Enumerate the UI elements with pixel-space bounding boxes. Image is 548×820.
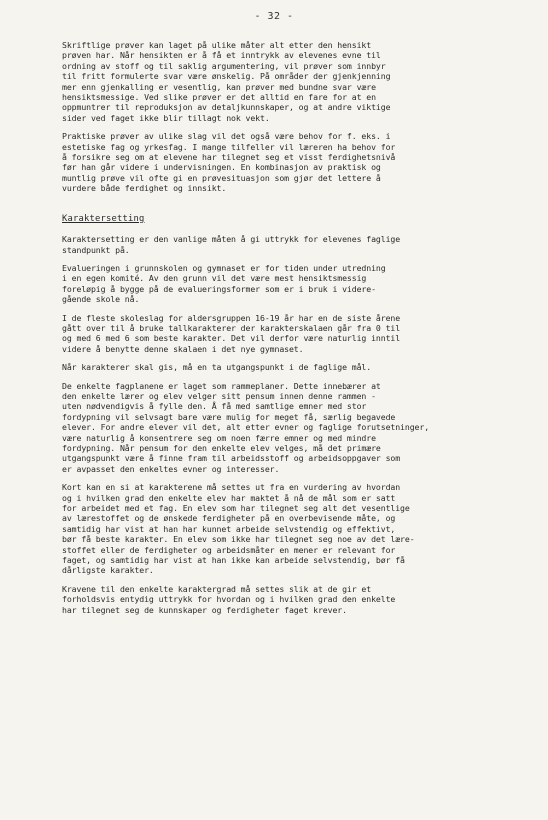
text-line: stoffet eller de ferdigheter og arbeidsmåter en mener er relevant for [62, 544, 396, 555]
text-line: Når karakterer skal gis, må en ta utgangspunkt i de faglige mål. [62, 362, 372, 373]
text-line: vurdere både ferdighet og innsikt. [62, 183, 227, 194]
text-line: faget, og samtidig har vist at han ikke kan arbeide selvstendig, bør få [62, 555, 405, 566]
paragraph [62, 40, 502, 123]
text-line: har tilegnet seg de kunnskaper og ferdigheter faget krever. [62, 604, 347, 615]
paragraph [62, 234, 502, 255]
section-intro [62, 40, 502, 194]
text-line: å forsikre seg om at elevene har tilegnet seg et visst ferdighetsnivå [62, 152, 396, 163]
text-line: Kravene til den enkelte karaktergrad må settes slik at de gir et [62, 583, 372, 594]
text-line: utgangspunkt være å finne fram til arbeidsstoff og arbeidsoppgaver som [62, 453, 401, 464]
paragraph [62, 584, 502, 615]
text-line: fordypning. Når pensum for den enkelte elev velges, må det primære [62, 443, 381, 453]
text-line: ordning av stoff og til saklig argumentering, vil prøver som innbyr [62, 60, 386, 71]
text-line: videre å benytte denne skalaen i det nye gymnaset. [62, 343, 304, 354]
text-line: være naturlig å konsentrere seg om noen færre emner og med mindre [62, 432, 376, 443]
paragraph [62, 381, 502, 475]
text-line: oppmuntrer til reproduksjon av detaljkunnskaper, og at andre viktige [62, 102, 391, 113]
page-number: - 32 - [254, 11, 294, 22]
text-line: i en egen komité. Av den grunn vil det være mest hensiktsmessig [62, 273, 367, 284]
text-line: dårligste karakter. [62, 565, 154, 576]
section-karaktersetting [62, 234, 502, 615]
text-line: bør få beste karakter. En elev som ikke har tilegnet seg noe av det lære- [62, 534, 415, 545]
text-line: av lærestoffet og de ønskede ferdigheter på en overbevisende måte, og [62, 513, 396, 524]
text-line: den enkelte lærer og elev velger sitt pensum innen denne rammen - [62, 390, 376, 401]
text-line: Praktiske prøver av ulike slag vil det også være behov for f. eks. i [62, 131, 391, 142]
text-line: hensiktsmessige. Ved slike prøver er det alltid en fare for at en [62, 92, 376, 103]
text-line: foreløpig å bygge på de evalueringsformer som er i bruk i videre- [62, 283, 376, 294]
text-line: De enkelte fagplanene er laget som rammeplaner. Dette innebærer at [62, 380, 381, 391]
text-line: gått over til å bruke tallkarakterer der karakterskalaen går fra 0 til [62, 322, 401, 333]
text-line: før han går videre i undervisningen. En kombinasjon av praktisk og [62, 162, 381, 173]
text-line: forholdsvis entydig uttrykk for hvordan og i hvilken grad den enkelte [62, 594, 396, 605]
text-line: prøven har. Når hensikten er å få et inntrykk av elevenes evne til [62, 50, 381, 61]
text-line: samtidig har vist at han har kunnet arbeide selvstendig og effektivt, [62, 523, 396, 534]
text-line: muntlig prøve vil ofte gi en prøvesituasjon som gjør det lettere å [62, 172, 381, 183]
text-line: fordypning vil selvsagt bare være mulig for meget få, særlig begavede [62, 411, 396, 422]
text-line: for arbeidet med et fag. En elev som har tilegnet seg alt det vesentlige [62, 503, 410, 514]
text-line: Kort kan en si at karakterene må settes ut fra en vurdering av hvordan [62, 482, 401, 493]
text-line: og med 6 med 6 som beste karakter. Det vil derfor være naturlig inntil [62, 333, 401, 344]
text-line: estetiske fag og yrkesfag. I mange tilfeller vil læreren ha behov for [62, 141, 396, 152]
paragraph [62, 482, 502, 576]
text-line: standpunkt på. [62, 244, 130, 255]
text-line: er avpasset den enkeltes evner og interesser. [62, 463, 280, 474]
text-line: I de fleste skoleslag for aldersgruppen 16-19 år har en de siste årene [62, 312, 401, 323]
text-line: til fritt formulerte svar være ønskelig. På områder der gjenkjenning [62, 71, 391, 82]
text-line: mer enn gjenkalling er vesentlig, kan prøver med bundne svar være [62, 81, 376, 92]
paragraph [62, 313, 502, 355]
text-line: Skriftlige prøver kan laget på ulike måter alt etter den hensikt [62, 40, 372, 50]
section-heading: Karaktersetting [62, 213, 145, 224]
text-line: Karaktersetting er den vanlige måten å gi uttrykk for elevenes faglige [62, 234, 401, 245]
paragraph [62, 131, 502, 193]
text-line: sider ved faget ikke blir tillagt nok vekt. [62, 112, 270, 123]
text-line: og i hvilken grad den enkelte elev har maktet å nå de mål som er satt [62, 492, 396, 503]
document-body [62, 40, 502, 623]
text-line: uten nødvendigvis å fylle den. Å få med samtlige emner med stor [62, 401, 367, 412]
text-line: Evalueringen i grunnskolen og gymnaset er for tiden under utredning [62, 262, 386, 273]
paragraph [62, 263, 502, 305]
text-line: gående skole nå. [62, 294, 140, 305]
text-line: elever. For andre elever vil det, alt etter evner og faglige forutsetninger, [62, 422, 430, 433]
paragraph [62, 362, 502, 372]
